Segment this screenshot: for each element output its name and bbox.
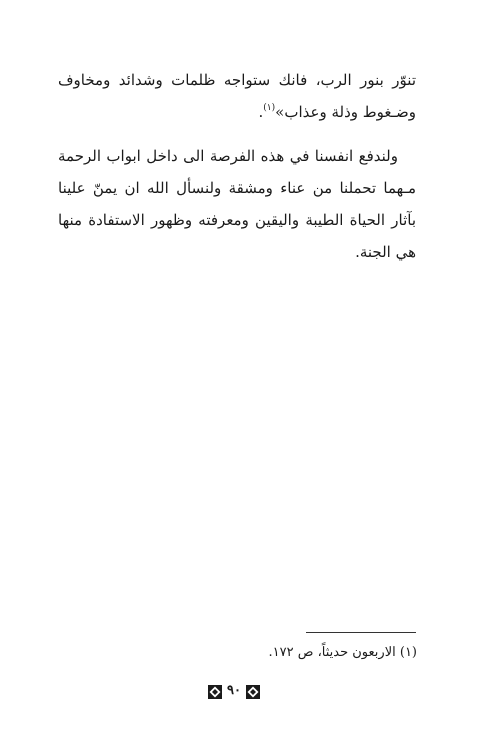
main-text xyxy=(58,64,416,280)
footnote: (١) الاربعون حديثاً، ص ١٧٢. xyxy=(268,645,417,660)
paragraph-2-text: ولندفع انفسنا في هذه الفرصة الى داخل ابواب الرحمة مـهما تحملنا من عناء ومشقة ولنسأل الله ان يمنّ علينا بآثار الحياة الطيبة واليقين ومعرفته وظهور الاستفادة منها هي الجنة. xyxy=(58,147,416,261)
diamond-ornament-icon xyxy=(246,684,260,698)
paragraph-1-text: تنوّر بنور الرب، فانك ستواجه ظلمات وشدائد ومخاوف وضـغوط وذلة وعذاب» xyxy=(58,71,416,121)
paragraph-1 xyxy=(58,64,416,128)
footnote-reference: (١) xyxy=(263,103,276,113)
page-number-text: ٩٠ xyxy=(227,683,241,698)
paragraph-2 xyxy=(58,140,416,268)
footnote-separator xyxy=(306,632,416,633)
diamond-ornament-icon xyxy=(208,684,222,698)
paragraph-1-period: . xyxy=(258,103,264,121)
page-number xyxy=(200,683,268,699)
